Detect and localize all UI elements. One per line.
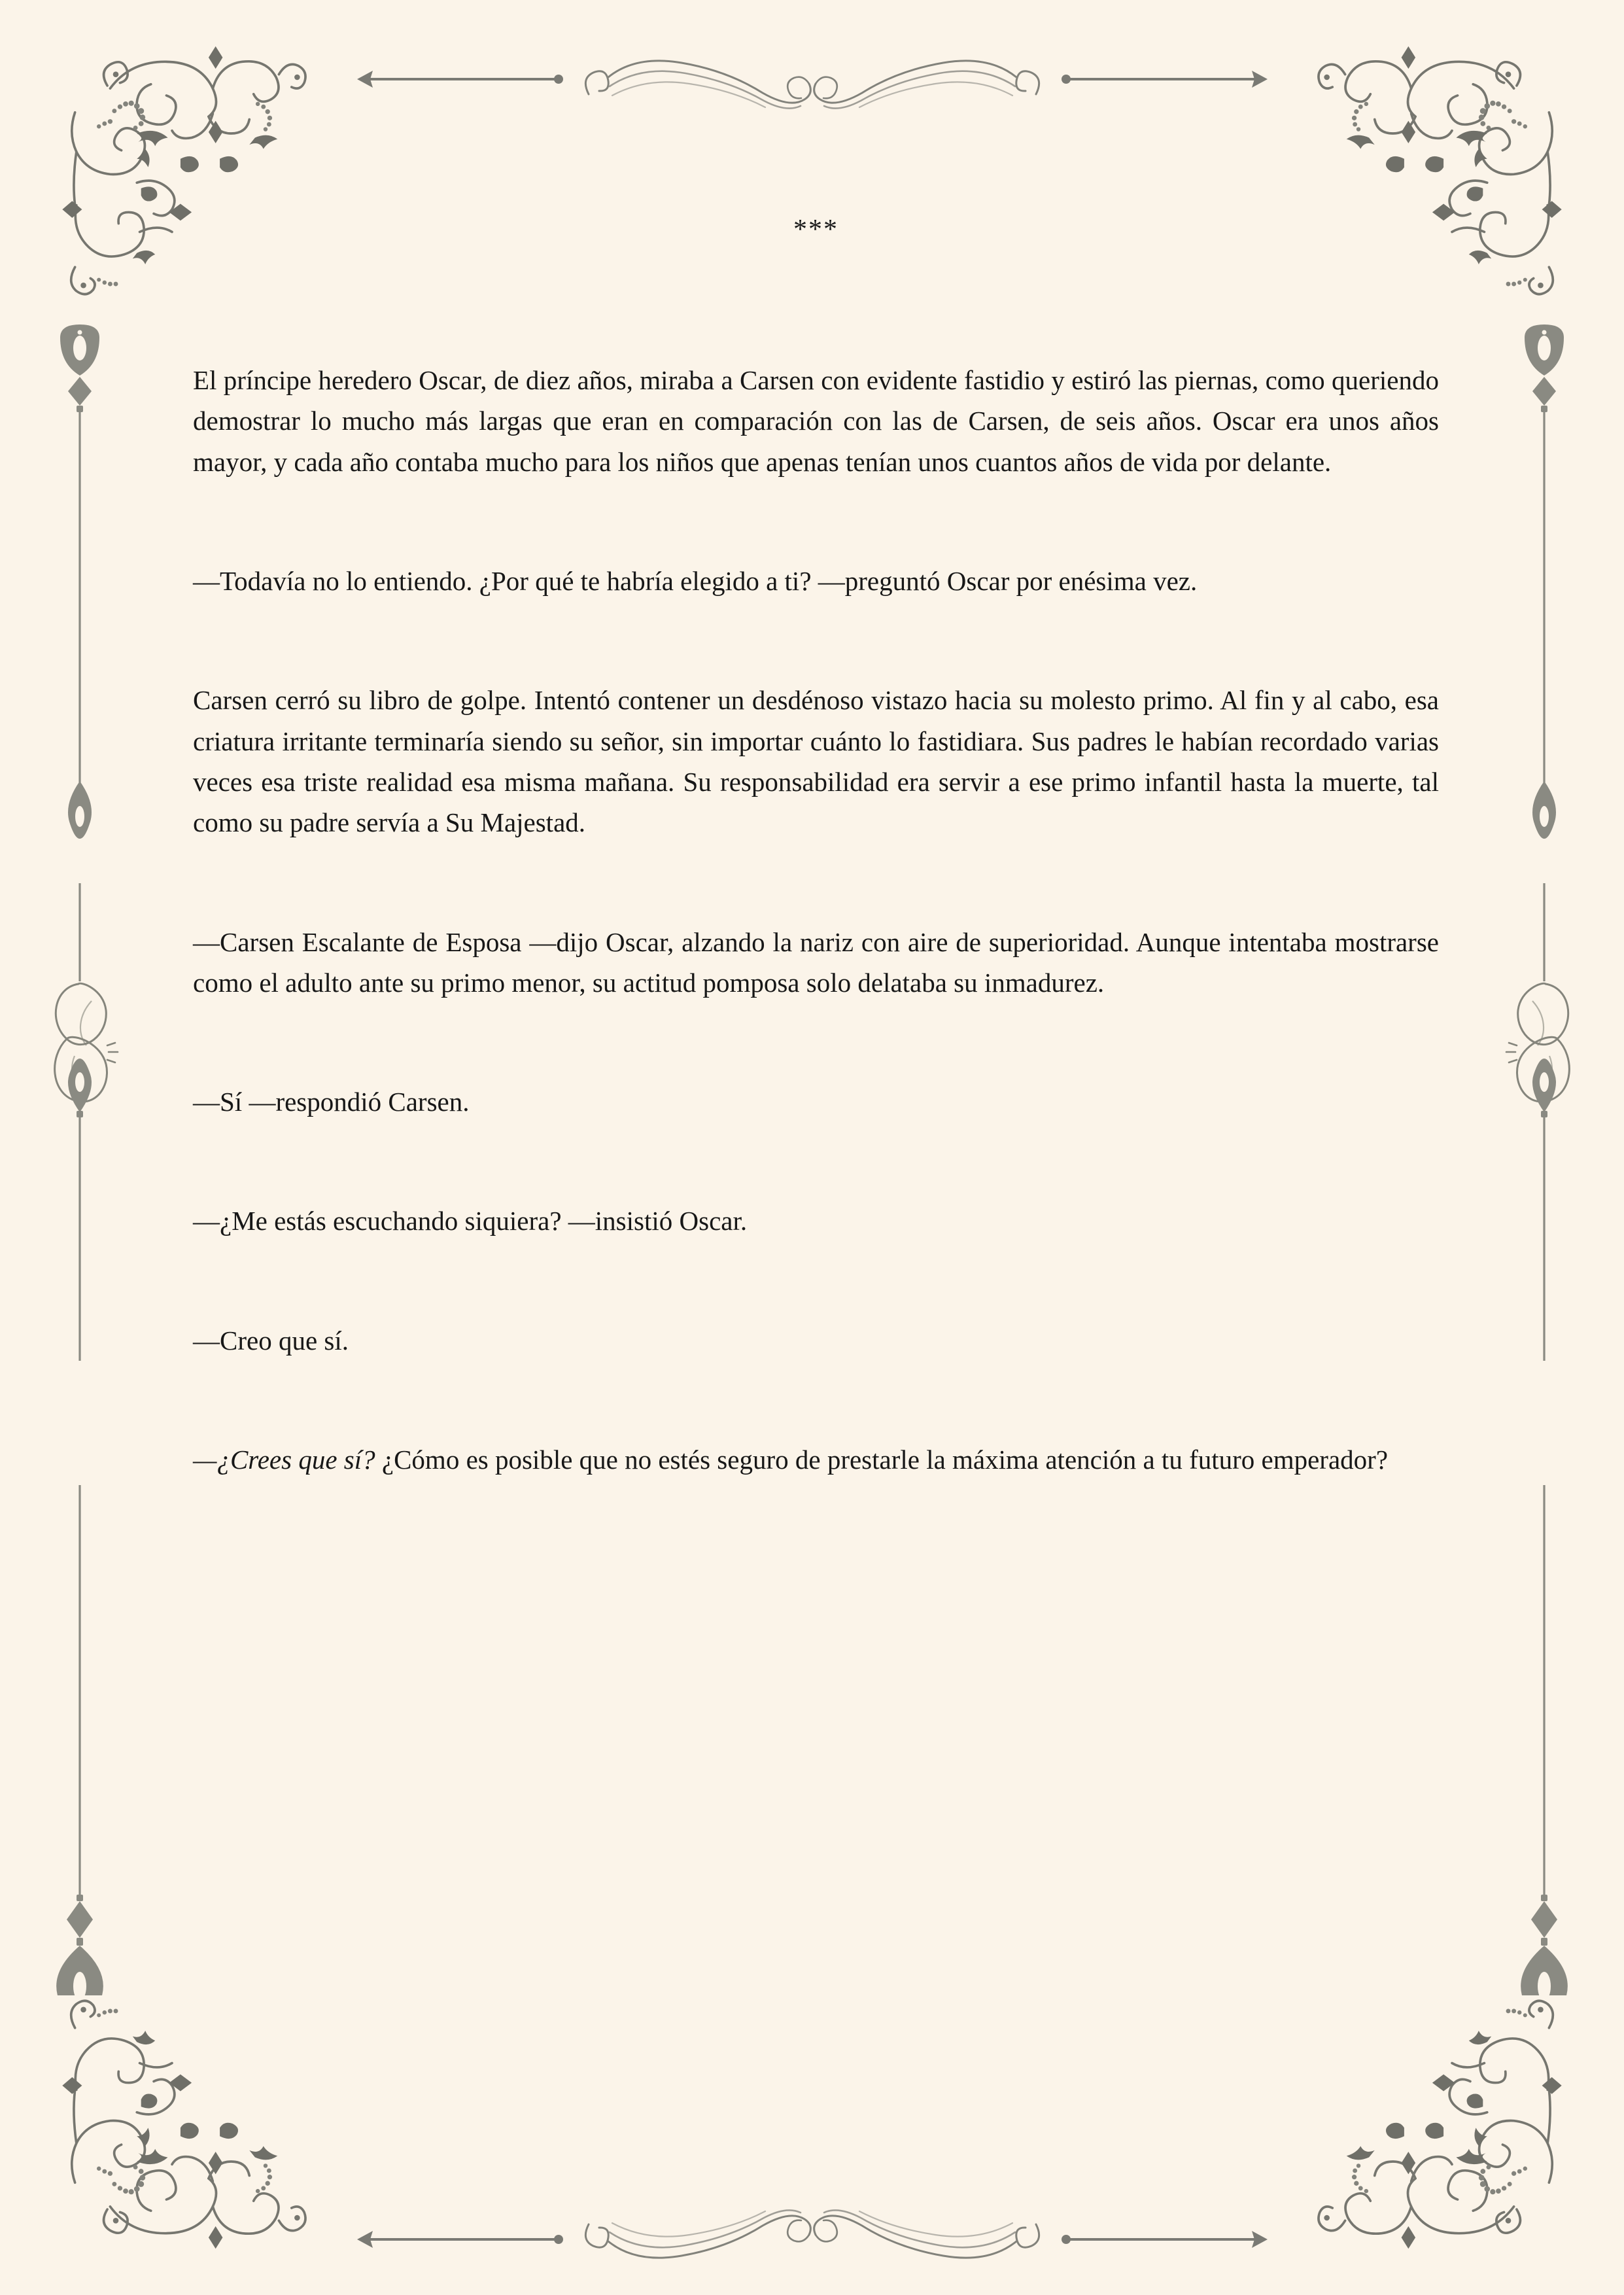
- paragraph-2: —Todavía no lo entiendo. ¿Por qué te habría elegido a ti? —preguntó Oscar por enésima vez.: [193, 565, 1198, 596]
- paragraph-3: Carsen cerró su libro de golpe. Intentó contener un desdénoso vistazo hacia su molesto primo. Al fin y al cabo, esa criatura irritante terminaría siendo su señor, sin importar cuánto lo fastidiara. Sus padres le habían recordado varias veces esa triste realidad esa misma mañana. Su responsabilidad era servir a ese primo infantil hasta la muerte, tal como su padre servía a Su Majestad.: [193, 685, 1439, 838]
- divider-top-ornament: [328, 43, 1296, 115]
- paragraph-4: —Carsen Escalante de Esposa —dijo Oscar, alzando la nariz con aire de superioridad. Aunque intentaba mostrarse como el adulto ante su primo menor, su actitud pomposa solo delataba su inmadurez.: [193, 926, 1439, 998]
- paragraph-5: —Sí —respondió Carsen.: [193, 1087, 470, 1117]
- paragraph-8-italic-lead: —¿Crees que sí?: [193, 1445, 375, 1475]
- paragraph-6: —¿Me estás escuchando siquiera? —insistió Oscar.: [193, 1206, 748, 1236]
- paragraph-8: [193, 1439, 1439, 1480]
- body-text-column: [193, 216, 1439, 1480]
- corner-ornament-bottom-left: [31, 1993, 313, 2274]
- paragraph-7: —Creo que sí.: [193, 1325, 349, 1356]
- paragraph-1: El príncipe heredero Oscar, de diez años, miraba a Carsen con evidente fastidio y estiró las piernas, como queriendo demostrar lo mucho más largas que eran en comparación con las de Carsen, de seis años. Oscar era unos años mayor, y cada año contaba mucho para los niños que apenas tenían unos cuantos años de vida por delante.: [193, 365, 1439, 477]
- paragraph-8-rest: ¿Cómo es posible que no estés seguro de prestarle la máxima atención a tu futuro emperador?: [375, 1445, 1389, 1475]
- side-rail-ornament-left: [41, 307, 119, 1995]
- scene-break-asterisks: ***: [793, 215, 838, 245]
- corner-ornament-bottom-right: [1311, 1993, 1593, 2274]
- side-rail-ornament-right: [1505, 307, 1583, 1995]
- divider-bottom-ornament: [328, 2203, 1296, 2275]
